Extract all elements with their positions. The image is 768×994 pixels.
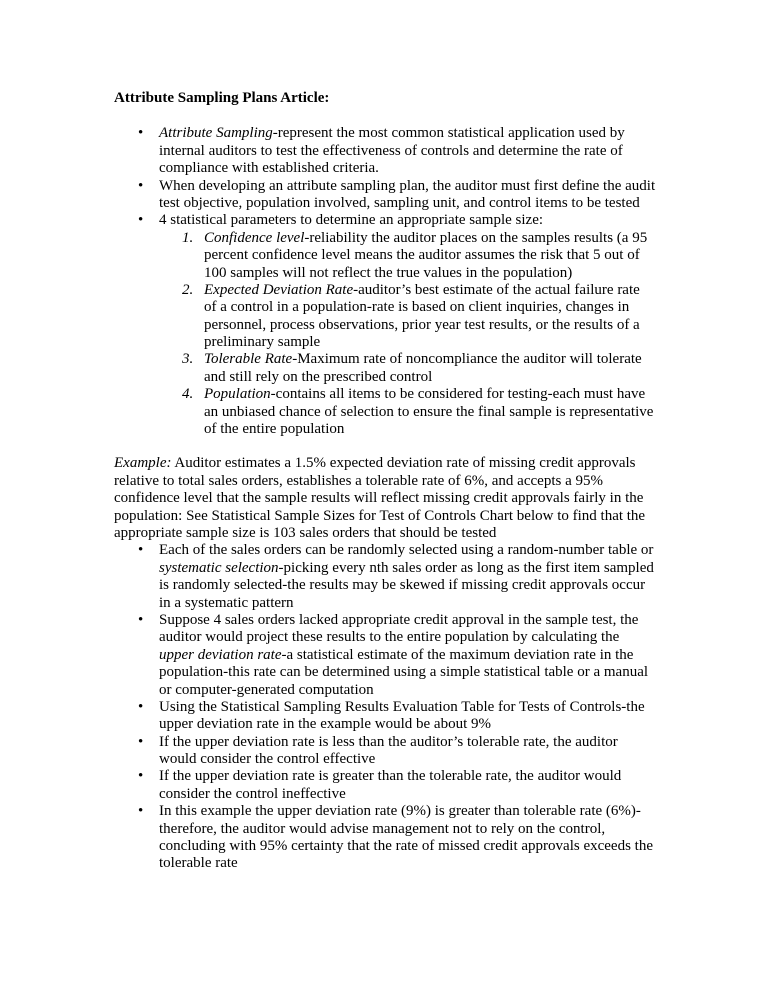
numbered-item [114,386,656,438]
bullet-text-post: -represent the most common statistical application used by internal auditors to test the effectiveness of controls and determine the rate of compliance with established criteria. [159,125,625,177]
numbered-item-number: 4. [182,386,194,403]
document-title: Attribute Sampling Plans Article: [114,90,330,106]
bullet-item [114,542,656,612]
numbered-item-number: 2. [182,281,194,298]
bullet-text-pre: Each of the sales orders can be randomly selected using a random-number table or [159,542,654,559]
bullet-text-italic: Attribute Sampling [159,125,273,142]
bullet-text-pre: In this example the upper deviation rate (9%) is greater than tolerable rate (6%)-therefore, the auditor would advise management not to rely on the control, concluding with 95% certainty that the rate of missed credit approvals exceeds the tolerable rate [159,803,653,872]
example-label: Example: [114,455,172,472]
example-paragraph [114,455,656,542]
example-text: Auditor estimates a 1.5% expected deviation rate of missing credit approvals relative to total sales orders, establishes a tolerable rate of 6%, and accepts a 95% confidence level that the sample results will reflect missing credit approvals fairly in the population: See Statistical Sample Sizes for Test of Controls Chart below to find that the appropriate sample size is 103 sales orders that should be tested [114,455,646,541]
bullet-text-post: -a statistical estimate of the maximum deviation rate in the population-this rate can be determined using a simple statistical table or a manual or computer-generated computation [159,646,649,698]
bullet-item [114,803,656,873]
bullet-text-post: -picking every nth sales order as long as the first item sampled is randomly selected-the results may be skewed if missing credit approvals occur in a systematic pattern [159,559,654,611]
numbered-item-term: Expected Deviation Rate [204,281,354,298]
bullet-item [114,699,656,734]
bullet-text-pre: 4 statistical parameters to determine an appropriate sample size: [159,212,544,229]
numbered-item-text: -Maximum rate of noncompliance the auditor will tolerate and still rely on the prescribed control [204,351,642,385]
numbered-item-number: 3. [182,351,194,368]
bullet-item [114,125,656,177]
numbered-item-text: -reliability the auditor places on the samples results (a 95 percent confidence level means the auditor assumes the risk that 5 out of 100 samples will not reflect the true values in the population) [204,229,648,281]
bullet-text-pre: Using the Statistical Sampling Results Evaluation Table for Tests of Controls-the upper deviation rate in the example would be about 9% [159,698,645,733]
numbered-item-text: -contains all items to be considered for testing-each must have an unbiased chance of selection to ensure the final sample is representative of the entire population [204,386,654,438]
bullet-text-italic: systematic selection [159,559,279,576]
bullet-text-pre: If the upper deviation rate is less than the auditor’s tolerable rate, the auditor would consider the control effective [159,733,618,768]
bullet-item [114,612,656,699]
bullet-text-italic: upper deviation rate [159,646,282,663]
bullet-text-pre: When developing an attribute sampling plan, the auditor must first define the audit test objective, population involved, sampling unit, and control items to be tested [159,177,656,211]
parameters-numbered-list [114,230,656,439]
numbered-item-term: Population [204,386,271,403]
numbered-item [114,230,656,282]
bullet-item [114,178,656,213]
numbered-item [114,351,656,386]
numbered-item-number: 1. [182,229,194,246]
bullet-text-pre: Suppose 4 sales orders lacked appropriate credit approval in the sample test, the auditor would project these results to the entire population by calculating the [159,611,639,646]
numbered-item-term: Tolerable Rate [204,351,293,368]
intro-bullet-list [114,125,656,229]
bullet-item [114,734,656,769]
bullet-text-pre: If the upper deviation rate is greater than the tolerable rate, the auditor would consider the control ineffective [159,768,622,802]
numbered-item-term: Confidence level [204,229,305,246]
bullet-item [114,212,656,229]
bullet-item [114,768,656,803]
numbered-item [114,282,656,352]
example-bullet-list [114,542,656,872]
numbered-item-text: -auditor’s best estimate of the actual failure rate of a control in a population-rate is based on client inquiries, changes in personnel, process observations, prior year test results, or the results of a preliminary sample [204,281,640,351]
